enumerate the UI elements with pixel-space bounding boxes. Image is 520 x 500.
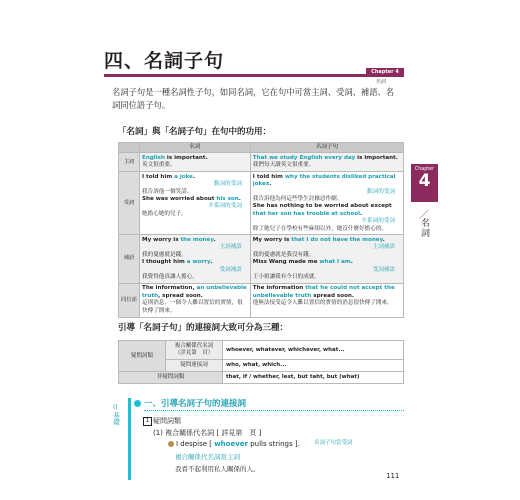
- side-chapter-number: 4: [418, 171, 431, 191]
- side-chapter-label: Chapter: [414, 167, 435, 172]
- grammar-note: 受詞補語: [219, 266, 242, 273]
- noun-cell: [140, 172, 251, 235]
- connectives-table: [118, 340, 404, 384]
- header-noun: 名詞: [140, 143, 251, 153]
- grammar-note: 主詞補語: [219, 244, 242, 251]
- highlight-text: the money: [180, 236, 214, 243]
- clause-cell: [250, 235, 403, 283]
- side-chapter-name: 名詞: [419, 218, 429, 238]
- table-row: [119, 172, 404, 235]
- table-row: [119, 153, 404, 172]
- example-note-secondary: 複合關係代名詞當主詞: [175, 453, 240, 461]
- section-vertical-bar: [128, 398, 131, 480]
- example-text: pulls strings ].: [248, 440, 300, 448]
- chinese-text: 我覺得他真讓人擔心。: [142, 274, 198, 280]
- chapter-subtitle: 名詞: [376, 79, 387, 85]
- row-label: 同位語: [119, 283, 140, 317]
- noun-cell: [140, 235, 251, 283]
- highlight-text: English: [142, 154, 165, 161]
- english-text: She was worried about: [142, 195, 217, 202]
- signal-waves-icon: ((: [113, 404, 118, 411]
- header-clause: 名詞子句: [250, 143, 403, 153]
- title-underline: [104, 74, 404, 77]
- english-text: , spread soon.: [158, 292, 203, 299]
- table-row: [119, 372, 404, 384]
- english-text: is important.: [164, 154, 208, 161]
- highlight-text: his son: [216, 195, 239, 202]
- highlight-text: what I am: [319, 259, 351, 266]
- row-label: 補語: [119, 235, 140, 283]
- chinese-text: 我告訴他一個笑話。: [142, 188, 193, 195]
- grammar-note: 主詞補語: [372, 244, 395, 251]
- grammar-note: 介系詞的受詞: [361, 218, 395, 225]
- example-note: 名詞子句當受詞: [314, 440, 353, 446]
- noun-cell: [140, 153, 251, 172]
- chapter-tag: Chapter 4: [366, 68, 404, 77]
- table-row: [119, 283, 404, 317]
- usage-heading: 「名詞」與「名詞子句」在句中的功用：: [118, 127, 272, 137]
- highlight-text: a joke: [174, 173, 193, 180]
- words-cell: that, if / whether, lest, but taht, but (what): [223, 372, 404, 384]
- english-text: .: [350, 259, 353, 266]
- chinese-text: 我們每天讀英文很重要。: [252, 162, 315, 169]
- english-text: The information,: [142, 285, 197, 292]
- english-text: I thought him: [142, 259, 187, 266]
- highlight-text: that I do not have the money: [291, 236, 383, 243]
- english-text: I told him: [252, 173, 285, 180]
- words-cell: whoever, whatever, whichever, what...: [223, 341, 404, 360]
- type-cell: 疑問連接詞: [166, 360, 223, 372]
- english-text: .: [238, 195, 241, 202]
- section-divider: [144, 410, 404, 411]
- highlight-text: why the students disliked practical jokes: [252, 173, 396, 188]
- usage-table: [118, 142, 404, 318]
- chinese-text: 我告訴他為何這些學生討厭惡作劇。: [252, 195, 343, 202]
- connectives-heading: 引導「名詞子句」的連接詞大致可分為三種：: [118, 323, 289, 333]
- example-highlight: whoever: [214, 440, 248, 448]
- chinese-text: 這則消息，一個令人難以置信的實情，很快傳了開來。: [142, 300, 243, 314]
- example-translation: 我看不起利用私人關係的人。: [175, 465, 260, 473]
- clause-cell: [250, 153, 403, 172]
- group-cell: 非疑問詞類: [119, 372, 223, 384]
- example-text: I despise [: [176, 440, 215, 448]
- highlight-text: a worry: [186, 259, 211, 266]
- chinese-text: 王小姐讓我有今日的成就。: [252, 274, 320, 280]
- english-text: My worry is: [252, 236, 292, 243]
- english-text: .: [269, 181, 272, 188]
- highlight-text: that her son has trouble at school: [252, 210, 361, 217]
- table-row: [119, 235, 404, 283]
- grammar-note: 動詞的受詞: [367, 188, 395, 195]
- chinese-text: 他無法接受這令人難以置信的實情的消息很快傳了開來。: [252, 300, 393, 307]
- english-text: .: [192, 173, 196, 180]
- clause-cell: [250, 172, 403, 235]
- english-text: Miss Wang made me: [252, 259, 320, 266]
- words-cell: who, what, which...: [223, 360, 404, 372]
- english-text: spread soon.: [311, 292, 355, 299]
- english-text: .: [360, 210, 363, 217]
- page-title: 四、名詞子句: [104, 50, 225, 72]
- chapter-side-tab[interactable]: [411, 164, 438, 202]
- english-text: She has nothing to be worried about except: [252, 203, 392, 210]
- corner-cell: [119, 143, 140, 153]
- chinese-text: 英文很重要。: [142, 162, 176, 169]
- section-bullet-icon: [134, 400, 141, 407]
- english-text: .: [382, 236, 385, 243]
- page-number: 111: [386, 472, 400, 480]
- english-text: .: [210, 259, 213, 266]
- row-label: 受詞: [119, 172, 140, 235]
- chinese-text: 我的憂慮就是錢。: [142, 251, 187, 258]
- example-bullet-icon: [168, 441, 174, 447]
- section-title: 一、引導名詞子句的連接詞: [144, 399, 247, 409]
- grammar-note: 受詞補語: [372, 266, 395, 273]
- sub-item-title: (1) 複合關係代名詞 [ 詳見第 頁 ]: [153, 429, 262, 437]
- english-text: I told him: [142, 173, 175, 180]
- english-text: is important.: [355, 154, 398, 161]
- example-sentence: [168, 440, 300, 448]
- item-number-box: 1: [143, 417, 152, 426]
- noun-cell: [140, 283, 251, 317]
- type-cell: 複合關係代名詞 （詳見第 頁）: [166, 341, 223, 360]
- chinese-text: 她擔心她的兒子。: [142, 210, 187, 217]
- english-text: .: [213, 236, 216, 243]
- row-label: 主詞: [119, 153, 140, 172]
- chinese-text: 我的憂慮就是我沒有錢。: [252, 251, 315, 258]
- highlight-text: an unbelievable truth: [142, 285, 247, 299]
- basic-level-label: 基礎: [112, 412, 120, 425]
- grammar-note: 動詞的受詞: [213, 181, 242, 188]
- grammar-note: 介系詞的受詞: [208, 203, 242, 210]
- table-row: [119, 341, 404, 360]
- highlight-text: That we study English every day: [252, 154, 356, 161]
- english-text: My worry is: [142, 236, 181, 243]
- intro-paragraph: 名詞子句是一種名詞性子句，如同名詞，它在句中可當主詞、受詞、補語、名詞同位語子句。: [112, 87, 395, 110]
- clause-cell: [250, 283, 403, 317]
- chinese-text: 除了她兒子在學校有些麻煩以外，她沒什麼好擔心的。: [252, 225, 388, 232]
- item-title: 疑問詞類: [153, 417, 181, 425]
- side-slash: ／: [419, 210, 429, 221]
- group-cell: 疑問詞類: [119, 341, 166, 372]
- highlight-text: that he could not accept the unbelievable truth: [252, 285, 395, 299]
- english-text: The information: [252, 285, 306, 292]
